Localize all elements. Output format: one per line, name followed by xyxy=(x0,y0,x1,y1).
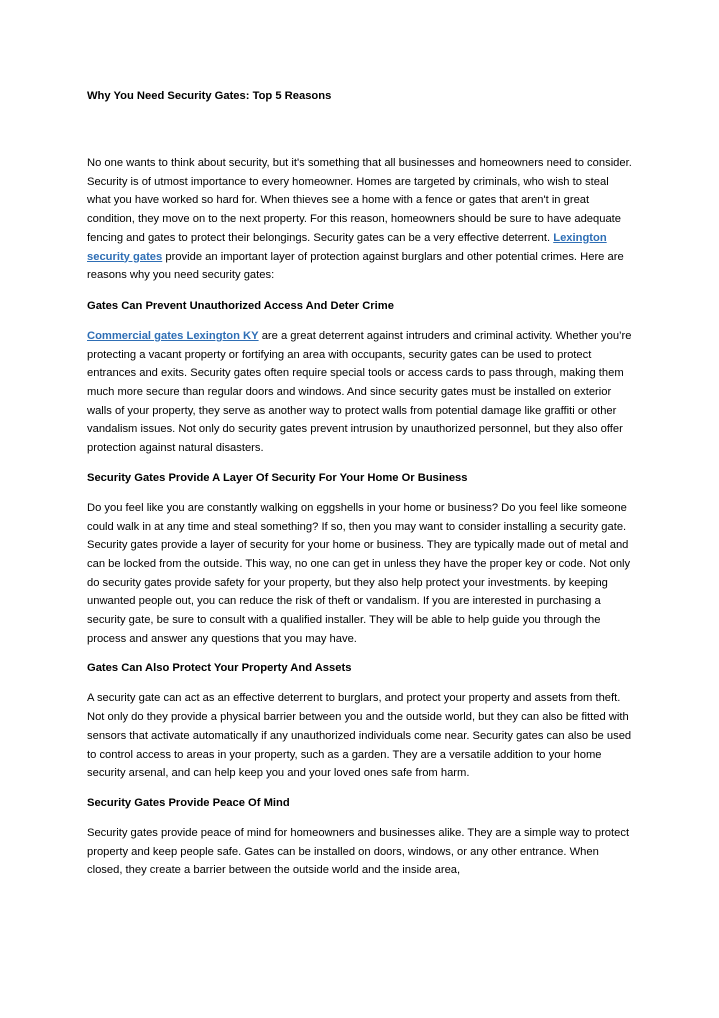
section-paragraph-prevent-access xyxy=(87,327,635,458)
document-title: Why You Need Security Gates: Top 5 Reasons xyxy=(87,90,332,102)
commercial-gates-lexington-link[interactable]: Commercial gates Lexington KY xyxy=(87,329,259,342)
section-heading-prevent-access: Gates Can Prevent Unauthorized Access And Deter Crime xyxy=(87,299,394,312)
section-body-prevent-access: are a great deterrent against intruders and criminal activity. Whether you’re protecting a vacant property or fortifying an area with occupants, security gates can be used to protect entrances and exits. Security gates often require special tools or access cards to pass through, making them much more secure than regular doors and windows. And since security gates must be installed on exterior walls of your property, they serve as another way to protect walls from potential damage like graffiti or other vandalism issues. Not only do security gates prevent intrusion by unauthorized personnel, but they also offer protection against natural disasters. xyxy=(87,329,632,455)
intro-paragraph xyxy=(87,154,635,285)
section-paragraph-peace-of-mind: Security gates provide peace of mind for homeowners and businesses alike. They are a simple way to protect property and keep people safe. Gates can be installed on doors, windows, or any other entrance. When closed, they create a barrier between the outside world and the inside area, xyxy=(87,826,630,877)
section-paragraph-protect-property: A security gate can act as an effective deterrent to burglars, and protect your property and assets from theft. Not only do they provide a physical barrier between you and the outside world, but they can also be fitted with sensors that activate automatically if any unauthorized individuals come near. Security gates can also be used to control access to areas in your property, such as a garden. They are a versatile addition to your home security arsenal, and can help keep you and your loved ones safe from harm. xyxy=(87,692,632,780)
intro-text-before-link: No one wants to think about security, but it's something that all businesses and homeowners need to consider. Security is of utmost importance to every homeowner. Homes are targeted by criminals, who wish to steal what you have worked so hard for. When thieves see a home with a fence or gates that aren't in great condition, they move on to the next property. For this reason, homeowners should be sure to have adequate fencing and gates to protect their belongings. Security gates can be a very effective deterrent. xyxy=(87,157,632,244)
lexington-security-gates-link[interactable]: Lexington security gates xyxy=(87,231,607,263)
intro-text-after-link: provide an important layer of protection against burglars and other potential crimes. Here are reasons why you need security gates: xyxy=(87,250,624,282)
section-heading-peace-of-mind: Security Gates Provide Peace Of Mind xyxy=(87,796,290,809)
document-page xyxy=(87,88,635,880)
section-heading-layer-of-security: Security Gates Provide A Layer Of Security For Your Home Or Business xyxy=(87,471,468,484)
section-heading-protect-property: Gates Can Also Protect Your Property And Assets xyxy=(87,662,352,675)
section-paragraph-layer-of-security: Do you feel like you are constantly walking on eggshells in your home or business? Do you feel like someone could walk in at any time and steal something? If so, then you may want to consider installing a security gate. Security gates provide a layer of security for your home or business. They are typically made out of metal and can be locked from the outside. This way, no one can get in unless they have the proper key or code. Not only do security gates provide safety for your property, but they also help protect your investments. by keeping unwanted people out, you can reduce the risk of theft or vandalism. If you are interested in purchasing a security gate, be sure to consult with a qualified installer. They will be able to help guide you through the process and answer any questions that you may have. xyxy=(87,501,631,645)
